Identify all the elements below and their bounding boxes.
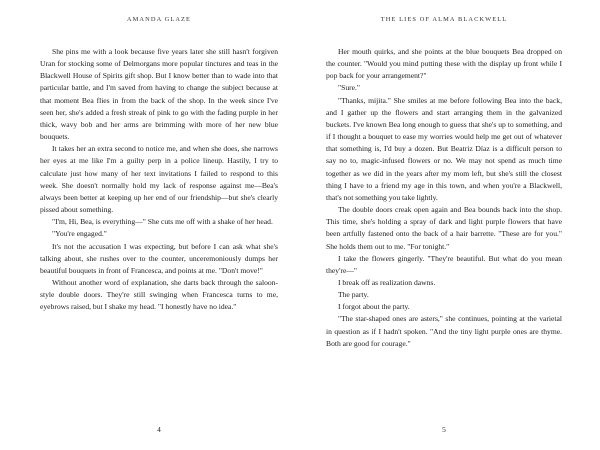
paragraph: Without another word of explanation, she darts back through the saloon-style double doors. They're still swinging when Francesca turns to me, eyebrows raised, but I shake my head. "I honestly have no idea." <box>40 277 278 312</box>
paragraph: I take the flowers gingerly. "They're beautiful. But what do you mean they're—" <box>326 253 562 275</box>
paragraph: The double doors creak open again and Bea bounds back into the shop. This time, she's holding a spray of dark and light purple flowers that have been artfully fastened onto the back of a hair barrette. "These are for you." She holds them out to me. "For tonight." <box>326 205 562 251</box>
right-page-body <box>326 46 562 350</box>
paragraph: "You're engaged." <box>52 229 107 239</box>
paragraph: "The star-shaped ones are asters," she continues, pointing at the varietal in question as if I hadn't spoken. "And the tiny light purple ones are thyme. Both are good for courage." <box>326 314 562 348</box>
paragraph: "Sure." <box>338 83 361 93</box>
paragraph: Her mouth quirks, and she points at the blue bouquets Bea dropped on the counter. "Would you mind putting these with the display up front while I pop back for your arrangement?" <box>326 47 562 81</box>
paragraph: The party. <box>338 290 369 300</box>
running-head-author: AMANDA GLAZE <box>126 16 192 23</box>
left-page-body <box>40 46 278 313</box>
paragraph: "I'm, Hi, Bea, is everything—" She cuts me off with a shake of her head. <box>52 217 273 227</box>
paragraph: It's not the accusation I was expecting, but before I can ask what she's talking about, she rushes over to the counter, unceremoniously dumps her beautiful bouquets in front of Francesca, and points at me. "Don't move!" <box>40 241 278 275</box>
paragraph: I forgot about the party. <box>338 302 410 312</box>
page-number: 4 <box>157 425 161 434</box>
running-head-title: THE LIES OF ALMA BLACKWELL <box>380 16 508 23</box>
paragraph: She pins me with a look because five years later she still hasn't forgiven Uran for stocking some of Delmorgans more popular tinctures and teas in the Blackwell House of Spirits gift shop. But I know better than to wade into that particular battle, and I'm saved from having to change the subject because at that moment Bea flies in from the back of the shop. In the week since I've seen her, she's added a fresh streak of pink to go with the fading purple in her thick, wavy bob and her arms are brimming with more of her new blue bouquets. <box>40 47 278 142</box>
right-page <box>300 0 600 450</box>
paragraph: I break off as realization dawns. <box>338 277 436 287</box>
paragraph: It takes her an extra second to notice me, and when she does, she narrows her eyes at me like I'm a guilty perp in a police lineup. Hastily, I try to calculate just how many of her text invitations I failed to respond to this week. She doesn't normally hold my lack of response against me—Bea's always been better at keeping up her end of our friendship—but she's clearly pissed about something. <box>40 144 278 215</box>
paragraph: "Thanks, mijita." She smiles at me before following Bea into the back, and I gather up the flowers and start arranging them in the galvanized buckets. I've known Bea long enough to guess that she's up to something, and if I thought a bouquet to ease my worries would help me get out of whatever that something is, I'd buy a dozen. But Beatriz Díaz is a difficult person to say no to, magic-infused flowers or no. We may not spend as much time together as we did in the years after my mom left, but she's still the closest thing I have to a friend my age in this town, and when you're a Blackwell, that's not something you take lightly. <box>326 95 562 202</box>
page-number: 5 <box>442 425 446 434</box>
